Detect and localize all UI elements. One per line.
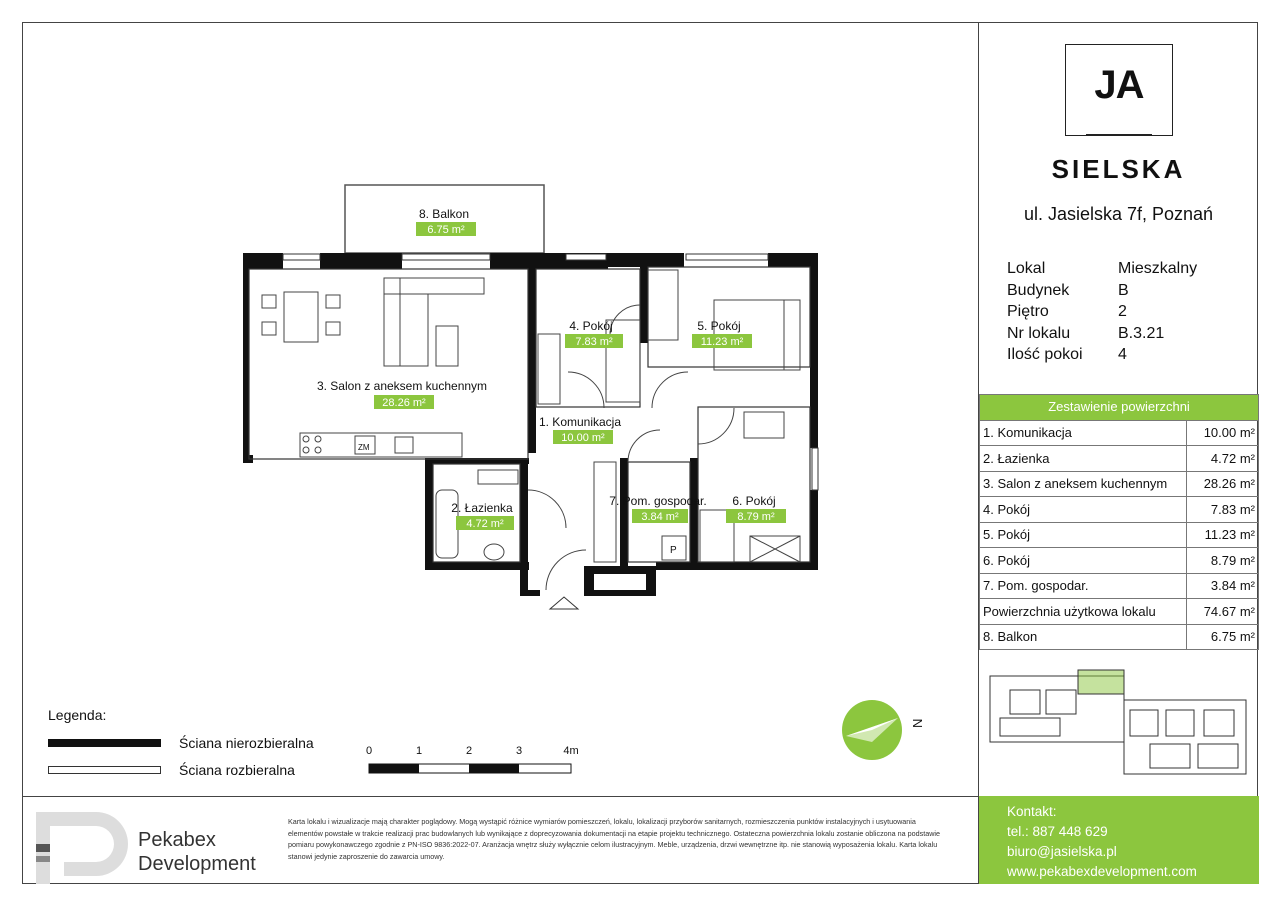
pekabex-logo-icon [36, 812, 128, 884]
fact-label: Nr lokalu [1007, 324, 1071, 342]
fact-row [1007, 344, 1197, 366]
fact-label: Budynek [1007, 281, 1070, 299]
room-area: 28.26 m² [382, 397, 426, 409]
fact-row [1007, 301, 1197, 323]
table-row [980, 471, 1259, 497]
boiler-symbol: P [670, 545, 677, 556]
room-label: 2. Łazienka [451, 501, 513, 515]
contact-heading: Kontakt: [1007, 804, 1057, 819]
row-name: 5. Pokój [980, 522, 1187, 548]
fact-value: 2 [1118, 303, 1127, 320]
room-label: 8. Balkon [418, 207, 470, 221]
row-area: 8.79 m² [1187, 548, 1259, 574]
disclaimer-text: Karta lokalu i wizualizacje mają charakter poglądowy. Mogą wystąpić różnice wymiarów pomieszczeń, lokalu, lokalizacji przyborów sanitarnych, rozmieszczenia punktów instalacyjnych i usytuowania elementów powstałe w trakcie realizacji prac budowlanych lub wynikające z doprecyzowania dokumentacji na etapie projektu technicznego. Ostateczna powierzchnia lokalu zostanie obliczona na podstawie pomiaru powykonawczego zgodnie z PN-ISO 9836:2022-07. Aranżacja wnętrz służy wyłącznie celom ilustracyjnym. Meble, urządzenia, drzwi wewnętrzne itp. nie stanowią wyposażenia lokalu. Karta lokalu stanowi jedynie zaproszenie do zawarcia umowy. [288, 817, 941, 861]
room-area: 11.23 m² [700, 336, 744, 348]
legend-title: Legenda: [48, 707, 107, 723]
room-label: 4. Pokój [569, 319, 613, 333]
room-area: 7.83 m² [575, 336, 613, 348]
room-label: 6. Pokój [732, 494, 776, 508]
washer-symbol: ZM [358, 443, 370, 452]
bed-room6 [700, 412, 800, 562]
row-name: 7. Pom. gospodar. [980, 573, 1187, 599]
row-area: 4.72 m² [1187, 446, 1259, 472]
table-row-total [980, 599, 1259, 625]
scale-tick: 2 [465, 745, 473, 757]
fact-value: B.3.21 [1118, 324, 1165, 342]
bathroom-fixtures [436, 470, 518, 560]
row-name: 6. Pokój [980, 548, 1187, 574]
row-area: 10.00 m² [1187, 420, 1259, 446]
room-label: 3. Salon z aneksem kuchennym [316, 379, 488, 393]
fact-label: Ilość pokoi [1007, 346, 1083, 363]
developer-line1: Pekabex [138, 829, 216, 851]
row-area: 28.26 m² [1187, 471, 1259, 497]
row-name: 4. Pokój [980, 497, 1187, 523]
table-title: Zestawienie powierzchni [980, 395, 1259, 421]
table-row [980, 446, 1259, 472]
room-komunikacja [539, 415, 621, 444]
row-name: 8. Balkon [980, 624, 1187, 650]
developer-name [138, 828, 256, 876]
sofa [384, 278, 484, 366]
brand-name: SIELSKA [1051, 154, 1186, 184]
room-label: 7. Pom. gospodar. [609, 494, 707, 508]
fact-value: B [1118, 281, 1129, 299]
table-row [980, 548, 1259, 574]
row-name: Powierzchnia użytkowa lokalu [980, 599, 1187, 625]
compass-icon [842, 700, 925, 760]
room-area: 6.75 m² [427, 224, 465, 236]
room-pokoj6 [726, 494, 786, 523]
solid-wall-swatch [48, 739, 161, 747]
windows [283, 254, 818, 490]
address: ul. Jasielska 7f, Poznań [1023, 204, 1214, 224]
unit-facts [1007, 258, 1197, 366]
scale-bar [366, 745, 579, 773]
room-area: 8.79 m² [737, 511, 775, 523]
row-area: 6.75 m² [1187, 624, 1259, 650]
legend-solid-wall [48, 735, 314, 751]
room-pokoj4 [565, 319, 623, 348]
entrance-arrow [550, 597, 578, 609]
row-name: 2. Łazienka [980, 446, 1187, 472]
row-name: 1. Komunikacja [980, 420, 1187, 446]
row-area: 11.23 m² [1187, 522, 1259, 548]
dining-set [262, 292, 340, 342]
row-area: 74.67 m² [1187, 599, 1259, 625]
table-row [980, 624, 1259, 650]
area-summary-table [979, 394, 1259, 650]
room-balkon [416, 207, 476, 236]
brand-logo [1065, 44, 1173, 136]
room-label: 5. Pokój [697, 319, 741, 333]
room-label: 1. Komunikacja [538, 415, 622, 429]
brand-mark: JA [1094, 63, 1144, 107]
scale-tick: 4m [563, 745, 579, 757]
scale-tick: 3 [515, 745, 523, 757]
room-pokoj5 [692, 319, 752, 348]
row-area: 7.83 m² [1187, 497, 1259, 523]
row-name: 3. Salon z aneksem kuchennym [980, 471, 1187, 497]
legend-label: Ściana rozbieralna [179, 762, 295, 778]
contact-phone[interactable]: tel.: 887 448 629 [1007, 824, 1108, 839]
contact-box [979, 796, 1259, 884]
table-row [980, 522, 1259, 548]
scale-tick: 1 [415, 745, 423, 757]
fact-row [1007, 258, 1197, 280]
fact-row [1007, 323, 1197, 345]
table-row [980, 420, 1259, 446]
fact-label: Piętro [1007, 303, 1049, 320]
row-area: 3.84 m² [1187, 573, 1259, 599]
developer-line2: Development [138, 853, 256, 875]
bearing-walls [243, 253, 818, 596]
fact-value: Mieszkalny [1118, 260, 1198, 277]
legend-removable-wall [48, 762, 295, 778]
north-label: N [910, 718, 925, 728]
contact-email[interactable]: biuro@jasielska.pl [1007, 844, 1117, 859]
contact-website[interactable]: www.pekabexdevelopment.com [1007, 864, 1197, 879]
info-panel [978, 22, 1258, 884]
room-lazienka [451, 501, 514, 530]
room-area: 10.00 m² [561, 432, 605, 444]
fact-value: 4 [1118, 346, 1127, 363]
table-row [980, 497, 1259, 523]
fact-label: Lokal [1007, 260, 1046, 277]
removable-wall-swatch [48, 766, 161, 774]
scale-tick: 0 [365, 745, 373, 757]
kitchen-counter [300, 433, 462, 457]
fact-row [1007, 280, 1197, 302]
legend-label: Ściana nierozbieralna [179, 735, 314, 751]
room-area: 4.72 m² [466, 518, 504, 530]
room-salon [317, 379, 487, 409]
room-area: 3.84 m² [641, 511, 679, 523]
table-row [980, 573, 1259, 599]
